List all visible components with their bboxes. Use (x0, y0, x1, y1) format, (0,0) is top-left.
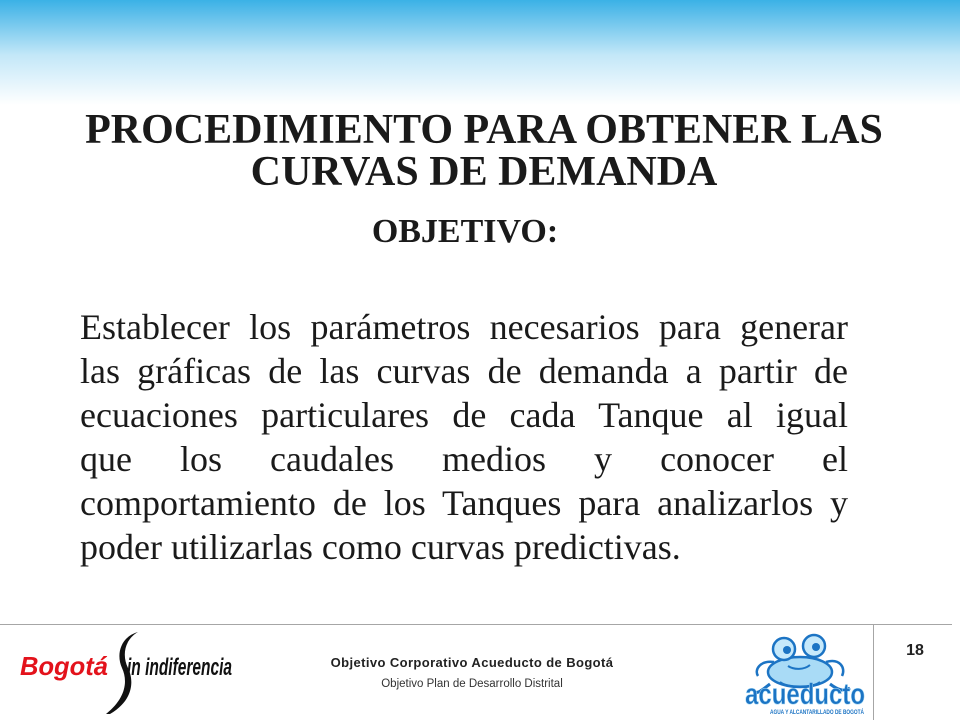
paragraph-line: Establecer los parámetros necesarios para generar (80, 307, 848, 347)
acueducto-tagline: AGUA Y ALCANTARILLADO DE BOGOTÁ (770, 710, 888, 716)
paragraph-line: ecuaciones particulares de cada Tanque al igual (80, 395, 848, 435)
page-number: 18 (906, 642, 924, 659)
section-heading: OBJETIVO: (371, 213, 559, 250)
header-gradient (0, 0, 960, 110)
slide-title (8, 109, 960, 193)
title-line: CURVAS DE DEMANDA (250, 149, 718, 195)
acueducto-wordmark: acueducto (745, 678, 865, 711)
paragraph-line: poder utilizarlas como curvas predictivas. (80, 527, 681, 567)
plan-objective: Objetivo Plan de Desarrollo Distrital (381, 678, 563, 690)
paragraph-line: que los caudales medios y conocer el (80, 439, 848, 479)
paragraph-line: comportamiento de los Tanques para analizarlos y (80, 483, 848, 523)
footer-divider-horizontal (0, 624, 952, 625)
objective-paragraph (80, 305, 848, 569)
bogota-logo (10, 628, 242, 718)
logo-word-black: in indiferencia (127, 654, 232, 681)
paragraph-line: las gráficas de las curvas de demanda a partir de (80, 351, 848, 391)
logo-word-red: Bogotá (20, 651, 108, 681)
acueducto-logo (740, 632, 888, 718)
footer-divider-vertical (873, 624, 874, 720)
title-line: PROCEDIMIENTO PARA OBTENER LAS (85, 107, 883, 153)
corporate-objective: Objetivo Corporativo Acueducto de Bogotá (330, 655, 614, 670)
